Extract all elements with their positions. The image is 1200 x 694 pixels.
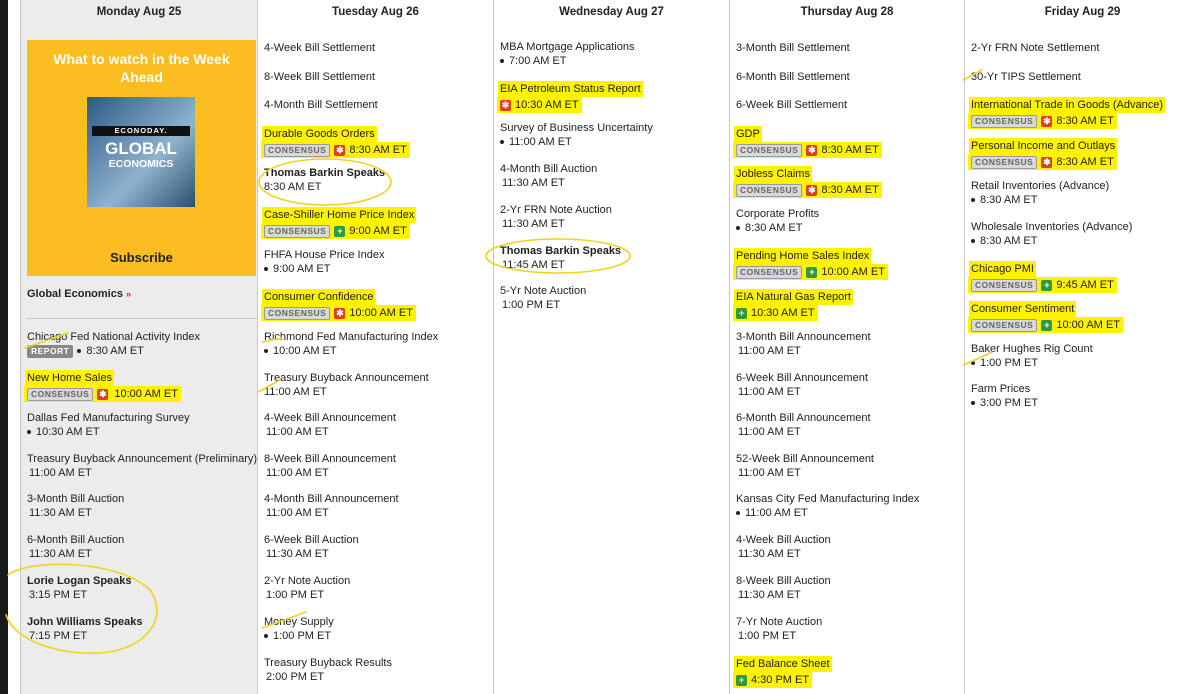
bullet-icon	[971, 401, 975, 405]
plus-icon: +	[334, 226, 345, 237]
event-barkin-tue[interactable]: Thomas Barkin Speaks 8:30 AM ET	[264, 167, 386, 193]
consensus-badge[interactable]: CONSENSUS	[27, 388, 93, 401]
event-fhfa[interactable]: FHFA House Price Index 9:00 AM ET	[264, 249, 385, 275]
event-pending-home-sales[interactable]: Pending Home Sales Index CONSENSUS + 10:00 AM ET	[736, 248, 960, 280]
event-richmond-fed[interactable]: Richmond Fed Manufacturing Index 10:00 AM ET	[264, 331, 439, 357]
event-retail-inventories[interactable]: Retail Inventories (Advance) 8:30 AM ET	[971, 180, 1110, 206]
event-personal-income[interactable]: Personal Income and Outlays CONSENSUS ✱ 8:30 AM ET	[971, 138, 1196, 170]
event-dallas-fed[interactable]: Dallas Fed Manufacturing Survey 10:30 AM ET	[27, 412, 190, 438]
event-consumer-confidence[interactable]: Consumer Confidence CONSENSUS ✱ 10:00 AM ET	[264, 289, 489, 321]
bullet-icon	[736, 511, 740, 515]
double-arrow-icon: »	[126, 289, 132, 299]
event-4w-bill-ann[interactable]: 4-Week Bill Announcement 11:00 AM ET	[264, 412, 396, 438]
event-treasury-buyback-results[interactable]: Treasury Buyback Results 2:00 PM ET	[264, 657, 392, 683]
bullet-icon	[500, 140, 504, 144]
event-intl-trade-goods[interactable]: International Trade in Goods (Advance) CONSENSUS ✱ 8:30 AM ET	[971, 97, 1196, 129]
plus-icon: +	[1041, 280, 1052, 291]
day-column-tuesday	[258, 0, 494, 694]
star-icon: ✱	[808, 144, 816, 155]
plus-icon: +	[1041, 320, 1052, 331]
event-4m-bill-auction[interactable]: 4-Month Bill Auction 11:30 AM ET	[500, 163, 598, 189]
day-header-thursday: Thursday Aug 28	[800, 6, 894, 18]
event-chicago-fed-nai[interactable]: Chicago Fed National Activity Index REPORT 8:30 AM ET	[27, 331, 201, 357]
day-header-wednesday: Wednesday Aug 27	[559, 6, 664, 18]
promo-banner[interactable]	[27, 40, 256, 276]
econoday-logo: ECONODAY.	[92, 126, 190, 136]
star-icon: ✱	[336, 307, 344, 318]
day-column-wednesday	[494, 0, 730, 694]
event-john-williams[interactable]: John Williams Speaks 7:15 PM ET	[27, 616, 143, 642]
event-6m-bill-ann[interactable]: 6-Month Bill Announcement 11:00 AM ET	[736, 412, 871, 438]
day-column-thursday	[730, 0, 965, 694]
star-icon: ✱	[1043, 156, 1051, 167]
event-consumer-sentiment[interactable]: Consumer Sentiment CONSENSUS + 10:00 AM ET	[971, 301, 1196, 333]
star-icon: ✱	[99, 388, 107, 399]
event-case-shiller[interactable]: Case-Shiller Home Price Index CONSENSUS + 9:00 AM ET	[264, 207, 489, 239]
event-new-home-sales[interactable]: New Home Sales CONSENSUS ✱ 10:00 AM ET	[27, 370, 253, 402]
bullet-icon	[264, 267, 268, 271]
global-economics-link[interactable]: Global Economics »	[27, 288, 132, 300]
event-5y-note-auction[interactable]: 5-Yr Note Auction 1:00 PM ET	[500, 285, 587, 311]
event-7y-note-auction[interactable]: 7-Yr Note Auction 1:00 PM ET	[736, 616, 823, 642]
event-eia-natural-gas[interactable]: EIA Natural Gas Report + 10:30 AM ET	[736, 289, 960, 321]
left-edge-bar	[0, 0, 8, 694]
event-2y-frn-auction[interactable]: 2-Yr FRN Note Auction 11:30 AM ET	[500, 204, 612, 230]
consensus-badge[interactable]: CONSENSUS	[736, 144, 802, 157]
bullet-icon	[264, 349, 268, 353]
bullet-icon	[77, 349, 81, 353]
event-3m-bill-auction[interactable]: 3-Month Bill Auction 11:30 AM ET	[27, 493, 125, 519]
plus-icon: +	[806, 267, 817, 278]
event-4w-bill-auction[interactable]: 4-Week Bill Auction 11:30 AM ET	[736, 534, 831, 560]
bullet-icon	[971, 198, 975, 202]
plus-icon: +	[736, 308, 747, 319]
event-30y-tips-settlement[interactable]: 30-Yr TIPS Settlement	[971, 71, 1081, 83]
event-2y-note-auction[interactable]: 2-Yr Note Auction 1:00 PM ET	[264, 575, 351, 601]
consensus-badge[interactable]: CONSENSUS	[264, 307, 330, 320]
consensus-badge[interactable]: CONSENSUS	[971, 279, 1037, 292]
week-calendar	[20, 0, 1200, 694]
event-6w-bill-ann[interactable]: 6-Week Bill Announcement 11:00 AM ET	[736, 372, 868, 398]
star-icon: ✱	[501, 99, 510, 110]
event-money-supply[interactable]: Money Supply 1:00 PM ET	[264, 616, 334, 642]
event-8w-bill-auction[interactable]: 8-Week Bill Auction 11:30 AM ET	[736, 575, 831, 601]
event-treasury-buyback-ann[interactable]: Treasury Buyback Announcement 11:00 AM ET	[264, 372, 429, 398]
subscribe-link[interactable]: Subscribe	[110, 250, 173, 265]
event-6w-bill-settlement[interactable]: 6-Week Bill Settlement	[736, 99, 848, 111]
star-icon: ✱	[336, 144, 344, 155]
event-farm-prices[interactable]: Farm Prices 3:00 PM ET	[971, 383, 1039, 409]
event-durable-goods[interactable]: Durable Goods Orders CONSENSUS ✱ 8:30 AM ET	[264, 126, 489, 158]
event-treasury-buyback-prelim[interactable]: Treasury Buyback Announcement (Preliminary) 11:00 AM ET	[27, 453, 258, 479]
day-header-tuesday: Tuesday Aug 26	[332, 6, 419, 18]
day-column-monday	[20, 0, 258, 694]
event-8w-bill-ann[interactable]: 8-Week Bill Announcement 11:00 AM ET	[264, 453, 396, 479]
report-badge[interactable]: REPORT	[27, 345, 73, 358]
event-3m-bill-ann[interactable]: 3-Month Bill Announcement 11:00 AM ET	[736, 331, 871, 357]
event-52w-bill-ann[interactable]: 52-Week Bill Announcement 11:00 AM ET	[736, 453, 874, 479]
bullet-icon	[971, 361, 975, 365]
event-wholesale-inventories[interactable]: Wholesale Inventories (Advance) 8:30 AM ET	[971, 221, 1133, 247]
event-corporate-profits[interactable]: Corporate Profits 8:30 AM ET	[736, 208, 820, 234]
global-text: GLOBAL	[105, 139, 177, 158]
consensus-badge[interactable]: CONSENSUS	[264, 225, 330, 238]
event-chicago-pmi[interactable]: Chicago PMI CONSENSUS + 9:45 AM ET	[971, 261, 1196, 293]
divider	[27, 318, 257, 319]
consensus-badge[interactable]: CONSENSUS	[736, 266, 802, 279]
consensus-badge[interactable]: CONSENSUS	[971, 115, 1037, 128]
event-eia-petroleum[interactable]: EIA Petroleum Status Report ✱ 10:30 AM ET	[500, 81, 725, 113]
star-icon: ✱	[808, 184, 816, 195]
bullet-icon	[736, 226, 740, 230]
bullet-icon	[500, 59, 504, 63]
event-6m-bill-auction[interactable]: 6-Month Bill Auction 11:30 AM ET	[27, 534, 125, 560]
event-lorie-logan[interactable]: Lorie Logan Speaks 3:15 PM ET	[27, 575, 132, 601]
event-6w-bill-auction[interactable]: 6-Week Bill Auction 11:30 AM ET	[264, 534, 359, 560]
event-kc-fed[interactable]: Kansas City Fed Manufacturing Index 11:00 AM ET	[736, 493, 920, 519]
event-gdp[interactable]: GDP CONSENSUS ✱ 8:30 AM ET	[736, 126, 960, 158]
event-4m-bill-ann[interactable]: 4-Month Bill Announcement 11:00 AM ET	[264, 493, 399, 519]
event-mba-mortgage[interactable]: MBA Mortgage Applications 7:00 AM ET	[500, 41, 635, 67]
promo-title: What to watch in the Week Ahead	[53, 51, 230, 85]
event-fed-balance-sheet[interactable]: Fed Balance Sheet + 4:30 PM ET	[736, 656, 960, 688]
day-column-friday	[965, 0, 1200, 694]
consensus-badge[interactable]: CONSENSUS	[264, 144, 330, 157]
event-4w-bill-settlement[interactable]: 4-Week Bill Settlement	[264, 42, 376, 54]
day-header-friday: Friday Aug 29	[1044, 6, 1121, 18]
consensus-badge[interactable]: CONSENSUS	[971, 319, 1037, 332]
event-3m-bill-settlement[interactable]: 3-Month Bill Settlement	[736, 42, 850, 54]
bullet-icon	[264, 634, 268, 638]
consensus-badge[interactable]: CONSENSUS	[736, 184, 802, 197]
event-barkin-wed[interactable]: Thomas Barkin Speaks 11:45 AM ET	[500, 245, 622, 271]
bullet-icon	[27, 430, 31, 434]
event-6m-bill-settlement[interactable]: 6-Month Bill Settlement	[736, 71, 850, 83]
plus-icon: +	[736, 675, 747, 686]
event-business-uncertainty[interactable]: Survey of Business Uncertainty 11:00 AM ET	[500, 122, 653, 148]
bullet-icon	[971, 239, 975, 243]
event-8w-bill-settlement[interactable]: 8-Week Bill Settlement	[264, 71, 376, 83]
economics-text: ECONOMICS	[108, 158, 174, 170]
event-baker-hughes[interactable]: Baker Hughes Rig Count 1:00 PM ET	[971, 343, 1093, 369]
star-icon: ✱	[1043, 115, 1051, 126]
event-4m-bill-settlement[interactable]: 4-Month Bill Settlement	[264, 99, 378, 111]
event-jobless-claims[interactable]: Jobless Claims CONSENSUS ✱ 8:30 AM ET	[736, 166, 960, 198]
consensus-badge[interactable]: CONSENSUS	[971, 156, 1037, 169]
left-edge	[0, 0, 20, 694]
day-header-monday: Monday Aug 25	[96, 6, 182, 18]
event-2y-frn-settlement[interactable]: 2-Yr FRN Note Settlement	[971, 42, 1100, 54]
